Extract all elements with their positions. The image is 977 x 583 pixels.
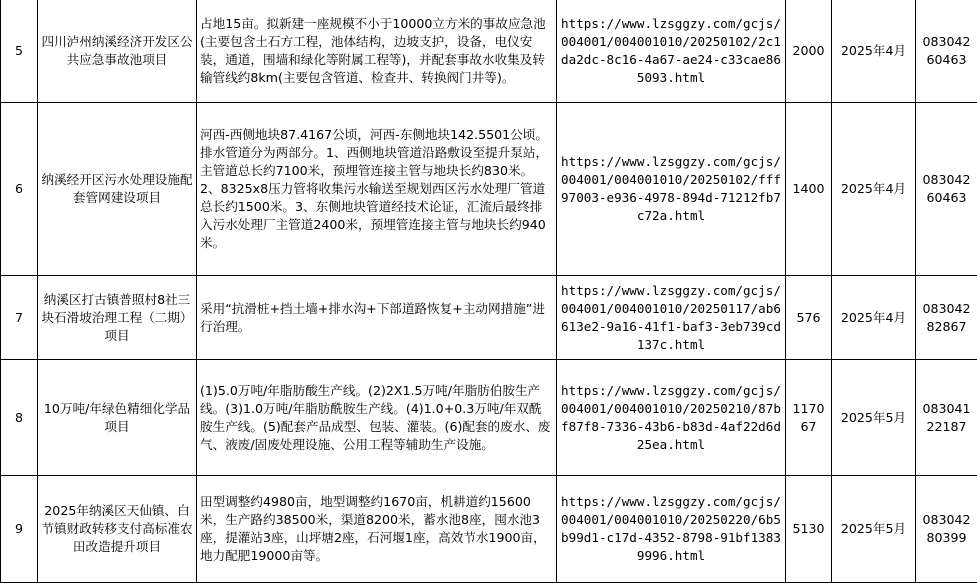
row-number: 9: [1, 476, 38, 583]
project-name: 四川泸州纳溪经济开发区公共应急事故池项目: [38, 0, 197, 103]
project-description: 田型调整约4980亩，地型调整约1670亩，机耕道约15600米，生产路约38500米，渠道8200米，蓄水池8座，囤水池3座，提灌站3座，山坪塘2座，石河堰1座，高效节水1900亩，地力配肥19000亩等。: [197, 476, 557, 583]
project-code: 08304260463: [916, 103, 977, 276]
table-row: [1, 103, 977, 276]
project-name: 纳溪经开区污水处理设施配套管网建设项目: [38, 103, 197, 276]
project-description: 占地15亩。拟新建一座规模不小于10000立方米的事故应急池(主要包含土石方工程，池体结构，边坡支护，设备，电仪安装，通道，围墙和绿化等附属工程等)，并配套事故水收集及转输管线约8km(主要包含管道、检查井、转换阀门井等)。: [197, 0, 557, 103]
project-code: 08304280399: [916, 476, 977, 583]
project-url[interactable]: https://www.lzsggzy.com/gcjs/004001/004001010/20250220/6b5b99d1-c17d-4352-8798-91bf13839996.html: [557, 476, 786, 583]
project-date: 2025年5月: [832, 360, 916, 476]
table-row: [1, 276, 977, 360]
project-url[interactable]: https://www.lzsggzy.com/gcjs/004001/004001010/20250117/ab6613e2-9a16-41f1-baf3-3eb739cd137c.html: [557, 276, 786, 360]
row-number: 5: [1, 0, 38, 103]
project-name: 2025年纳溪区天仙镇、白节镇财政转移支付高标准农田改造提升项目: [38, 476, 197, 583]
project-name: 10万吨/年绿色精细化学品项目: [38, 360, 197, 476]
project-amount: 117067: [786, 360, 832, 476]
project-code: 08304260463: [916, 0, 977, 103]
project-url[interactable]: https://www.lzsggzy.com/gcjs/004001/004001010/20250102/fff97003-e936-4978-894d-71212fb7c72a.html: [557, 103, 786, 276]
table-row: [1, 0, 977, 103]
project-code: 08304122187: [916, 360, 977, 476]
project-date: 2025年4月: [832, 276, 916, 360]
project-amount: 5130: [786, 476, 832, 583]
project-amount: 576: [786, 276, 832, 360]
row-number: 6: [1, 103, 38, 276]
project-url[interactable]: https://www.lzsggzy.com/gcjs/004001/004001010/20250210/87bf87f8-7336-43b6-b83d-4af22d6d25ea.html: [557, 360, 786, 476]
project-description: (1)5.0万吨/年脂肪酸生产线。(2)2X1.5万吨/年脂肪伯胺生产线。(3)1.0万吨/年脂肪酰胺生产线。(4)1.0+0.3万吨/年双酰胺生产线。(5)配套产品成型、包装、灌装。(6)配套的废水、废气、液废/固废处理设施、公用工程等辅助生产设施。: [197, 360, 557, 476]
project-url[interactable]: https://www.lzsggzy.com/gcjs/004001/004001010/20250102/2c1da2dc-8c16-4a67-ae24-c33cae865093.html: [557, 0, 786, 103]
project-date: 2025年5月: [832, 476, 916, 583]
row-number: 7: [1, 276, 38, 360]
project-amount: 1400: [786, 103, 832, 276]
table-row: [1, 360, 977, 476]
project-amount: 2000: [786, 0, 832, 103]
project-date: 2025年4月: [832, 103, 916, 276]
project-name: 纳溪区打古镇普照村8社三块石滑坡治理工程（二期）项目: [38, 276, 197, 360]
table-row: [1, 476, 977, 583]
project-code: 08304282867: [916, 276, 977, 360]
project-date: 2025年4月: [832, 0, 916, 103]
project-description: 采用“抗滑桩+挡土墙+排水沟+下部道路恢复+主动网措施”进行治理。: [197, 276, 557, 360]
row-number: 8: [1, 360, 38, 476]
project-description: 河西-西侧地块87.4167公顷，河西-东侧地块142.5501公顷。排水管道分为两部分。1、西侧地块管道沿路敷设至提升泵站，主管道总长约7100米，预埋管连接主管与地块长约830米。2、8325x8压力管将收集污水输送至规划西区污水处理厂管道总长约1500米。3、东侧地块管道经技术论证，汇流后最终排入污水处理厂主管道2400米，预埋管连接主管与地块长约940米。: [197, 103, 557, 276]
